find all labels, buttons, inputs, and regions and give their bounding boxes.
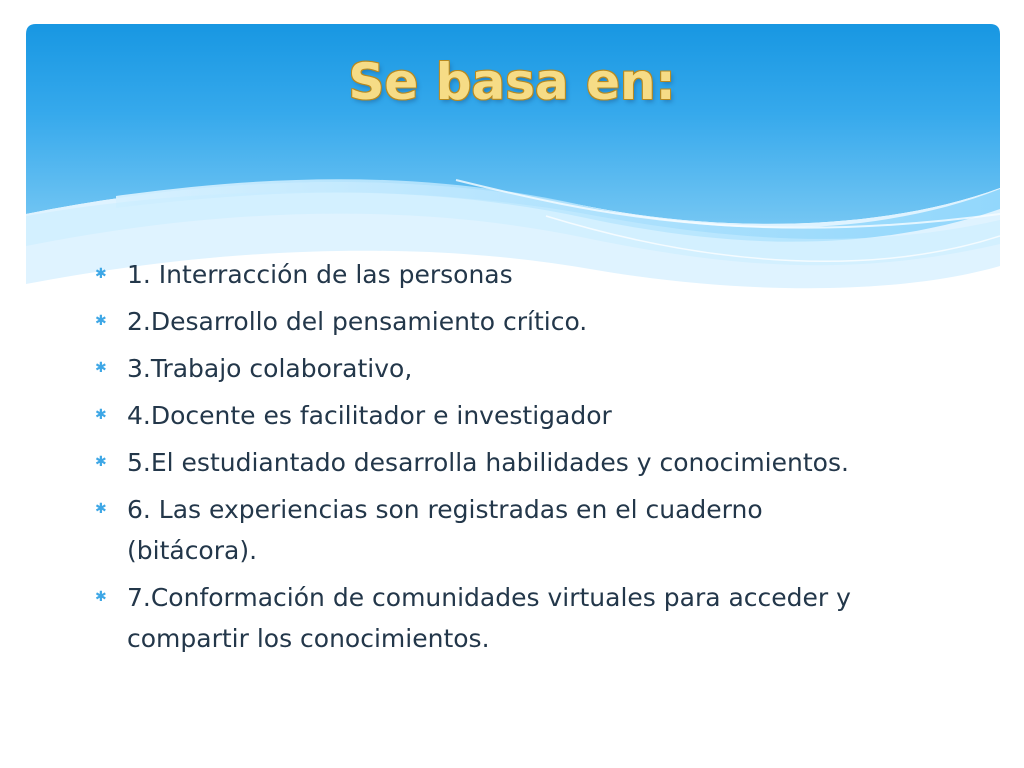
list-item xyxy=(92,348,892,389)
list-item-text: 3.Trabajo colaborativo, xyxy=(127,354,413,383)
bullet-list xyxy=(92,254,892,665)
list-item xyxy=(92,489,892,571)
list-item xyxy=(92,442,892,483)
list-item xyxy=(92,301,892,342)
list-item-text: 1. Interracción de las personas xyxy=(127,260,513,289)
asterisk-icon: ✱ xyxy=(95,313,107,329)
asterisk-icon: ✱ xyxy=(95,360,107,376)
asterisk-icon: ✱ xyxy=(95,407,107,423)
list-item-text: 7.Conformación de comunidades virtuales para acceder y compartir los conocimientos. xyxy=(127,583,851,653)
list-item-text: 4.Docente es facilitador e investigador xyxy=(127,401,612,430)
list-item xyxy=(92,395,892,436)
asterisk-icon: ✱ xyxy=(95,589,107,605)
list-item-text: 5.El estudiantado desarrolla habilidades y conocimientos. xyxy=(127,448,849,477)
list-item-text: 2.Desarrollo del pensamiento crítico. xyxy=(127,307,588,336)
slide-title: Se basa en: xyxy=(348,53,676,111)
asterisk-icon: ✱ xyxy=(95,266,107,282)
list-item xyxy=(92,577,892,659)
list-item xyxy=(92,254,892,295)
asterisk-icon: ✱ xyxy=(95,501,107,517)
list-item-text: 6. Las experiencias son registradas en el cuaderno (bitácora). xyxy=(127,495,763,565)
asterisk-icon: ✱ xyxy=(95,454,107,470)
